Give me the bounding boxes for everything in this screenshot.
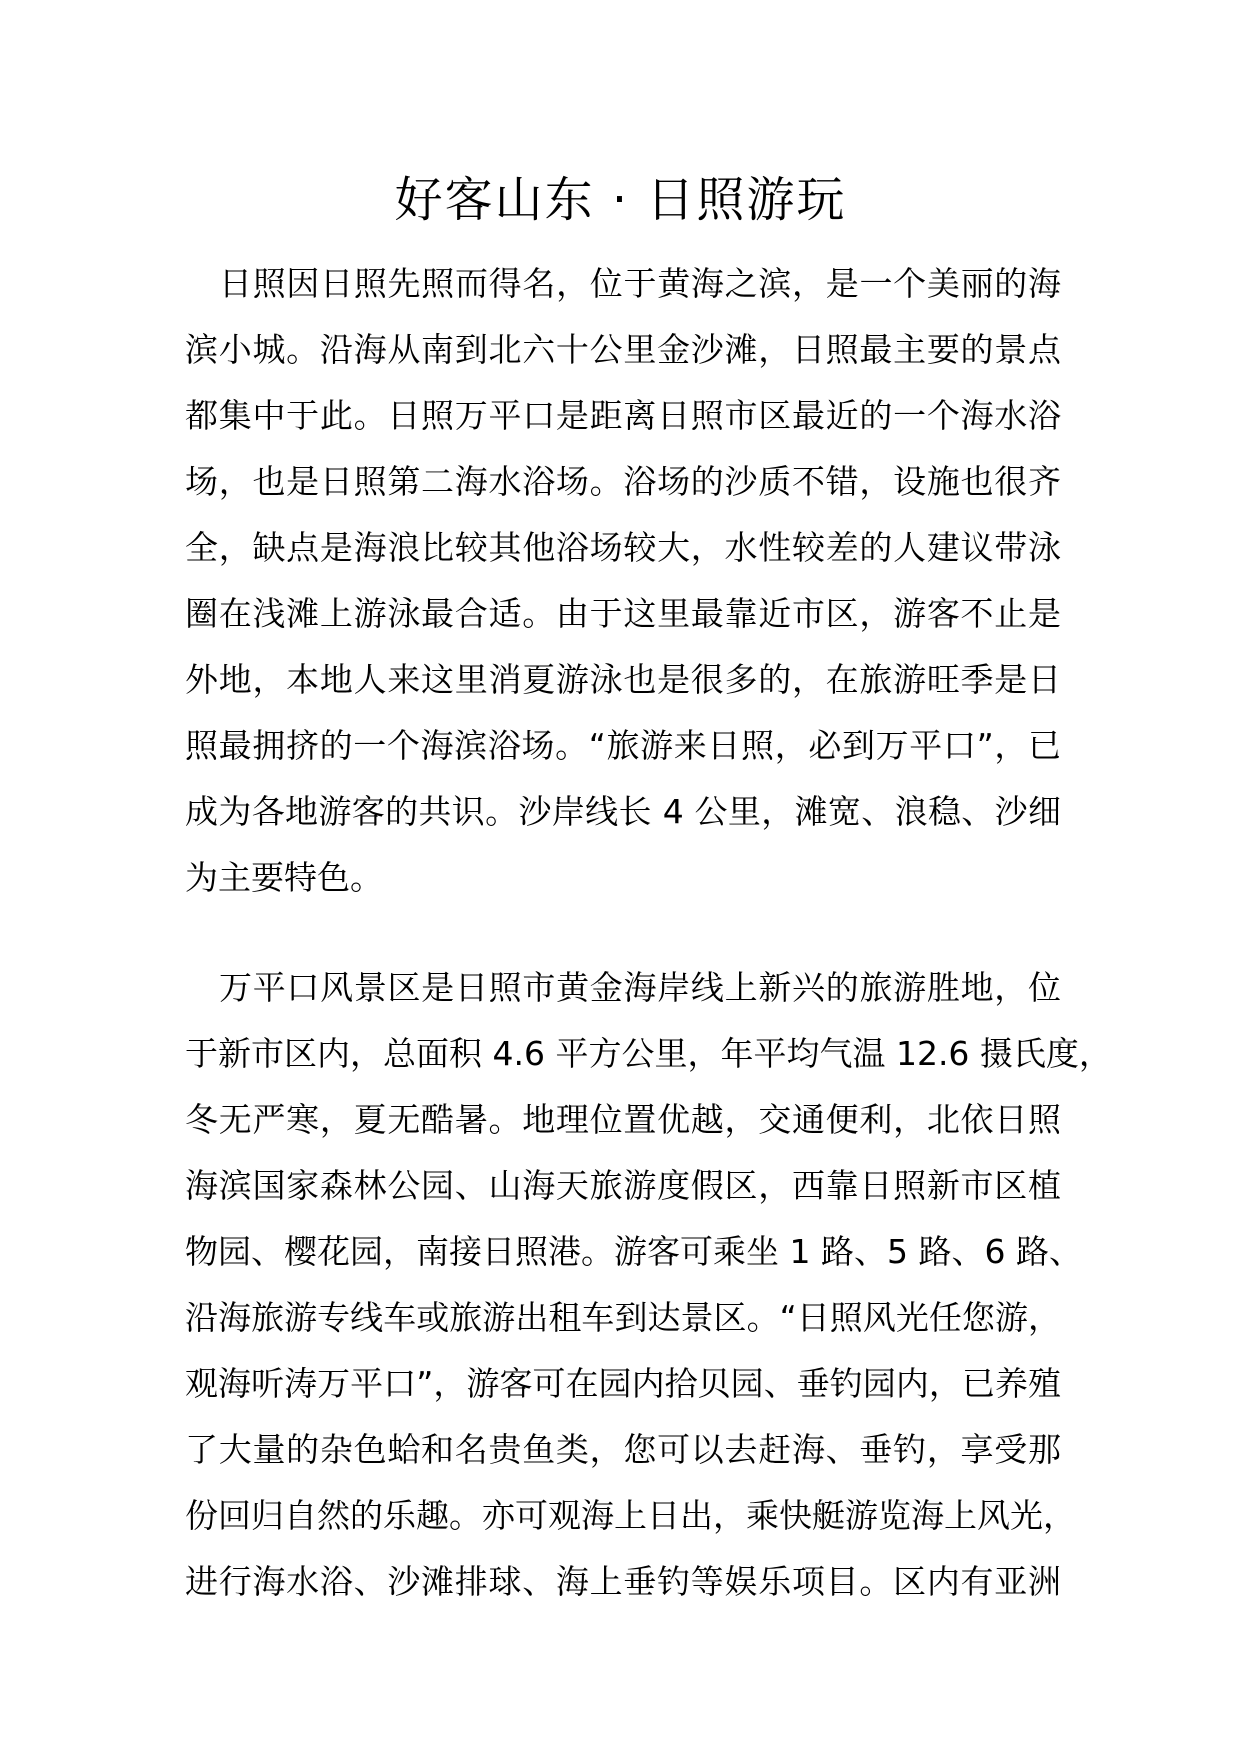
- text-line: 全，缺点是海浪比较其他浴场较大，水性较差的人建议带泳: [185, 528, 1061, 567]
- text-line: 都集中于此。日照万平口是距离日照市区最近的一个海水浴: [185, 396, 1061, 435]
- text-line: 成为各地游客的共识。沙岸线长 4 公里，滩宽、浪稳、沙细: [185, 792, 1061, 831]
- text-line: 万平口风景区是日照市黄金海岸线上新兴的旅游胜地，位: [219, 968, 1061, 1007]
- paragraph-1: [185, 251, 1061, 911]
- text-line: 物园、樱花园，南接日照港。游客可乘坐 1 路、5 路、6 路、: [185, 1232, 1082, 1271]
- text-line: 场，也是日照第二海水浴场。浴场的沙质不错，设施也很齐: [185, 462, 1061, 501]
- text-line: 于新市区内，总面积 4.6 平方公里，年平均气温 12.6 摄氏度，: [185, 1034, 1112, 1073]
- text-line: 观海听涛万平口”，游客可在园内拾贝园、垂钓园内，已养殖: [185, 1364, 1061, 1403]
- paragraph-2: [185, 955, 1112, 1615]
- text-line: 照最拥挤的一个海滨浴场。“旅游来日照，必到万平口”，已: [185, 726, 1061, 765]
- text-line: 进行海水浴、沙滩排球、海上垂钓等娱乐项目。区内有亚洲: [185, 1562, 1061, 1601]
- text-line: 冬无严寒，夏无酷暑。地理位置优越，交通便利，北依日照: [185, 1100, 1061, 1139]
- text-line: 滨小城。沿海从南到北六十公里金沙滩，日照最主要的景点: [185, 330, 1061, 369]
- text-line: 海滨国家森林公园、山海天旅游度假区，西靠日照新市区植: [185, 1166, 1061, 1205]
- text-line: 为主要特色。: [185, 858, 383, 897]
- text-line: 外地，本地人来这里消夏游泳也是很多的，在旅游旺季是日: [185, 660, 1061, 699]
- text-line: 沿海旅游专线车或旅游出租车到达景区。“日照风光任您游，: [185, 1298, 1061, 1337]
- document-title: 好客山东 · 日照游玩: [394, 172, 847, 228]
- text-line: 日照因日照先照而得名，位于黄海之滨，是一个美丽的海: [219, 264, 1061, 303]
- text-line: 了大量的杂色蛤和名贵鱼类，您可以去赶海、垂钓，享受那: [185, 1430, 1061, 1469]
- text-line: 圈在浅滩上游泳最合适。由于这里最靠近市区，游客不止是: [185, 594, 1061, 633]
- text-line: 份回归自然的乐趣。亦可观海上日出，乘快艇游览海上风光，: [185, 1496, 1076, 1535]
